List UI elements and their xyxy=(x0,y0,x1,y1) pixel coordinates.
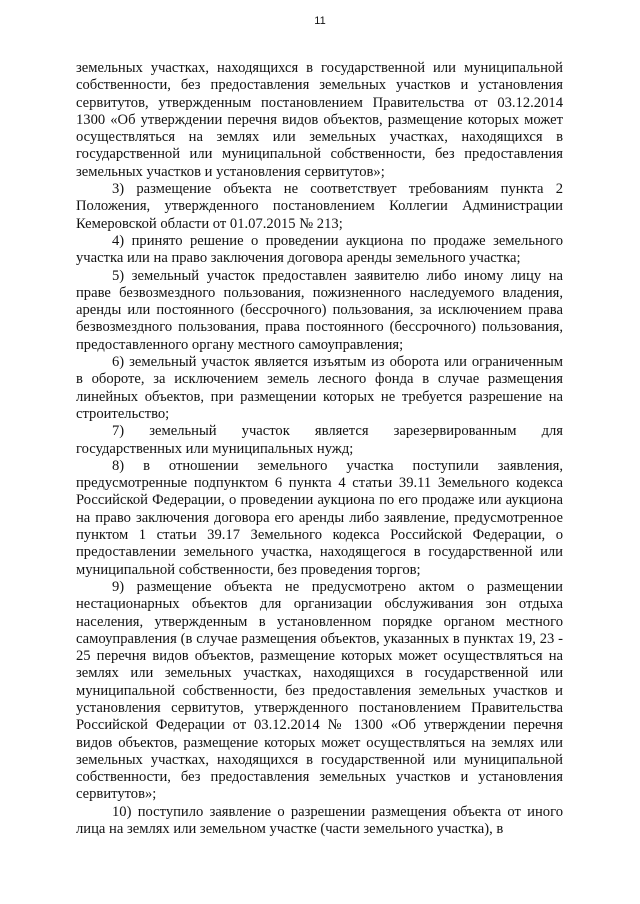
paragraph-item-5: 5) земельный участок предоставлен заявителю либо иному лицу на праве безвозмездного пользования, пожизненного наследуемого владения, аренды или постоянного (бессрочного) пользования, за исключением права безвозмездного пользования, права постоянного (бессрочного) пользования, предоставленного органу местного самоуправления; xyxy=(76,267,563,353)
paragraph-item-6: 6) земельный участок является изъятым из оборота или ограниченным в обороте, за исключением земель лесного фонда в случае размещения линейных объектов, при размещении которых не требуется разрешение на строительство; xyxy=(76,354,563,422)
paragraph-item-9: 9) размещение объекта не предусмотрено актом о размещении нестационарных объектов для организации обслуживания зон отдыха населения, утвержденным в установленном порядке органом местного самоуправления (в случае размещения объектов, указанных в пунктах 19, 23 - 25 перечня видов объектов, размещение которых может осуществляться на землях или земельных участках, находящихся в государственной или муниципальной собственности, без предоставления земельных участков и установления сервитутов, утвержденного постановлением Правительства Российской Федерации от 03.12.2014 № 1300 «Об утверждении перечня видов объектов, размещение которых может осуществляться на землях или земельных участках, находящихся в государственной или муниципальной собственности, без предоставления земельных участков и установления сервитутов»; xyxy=(76,578,563,803)
paragraph-item-4: 4) принято решение о проведении аукциона по продаже земельного участка или на право заключения договора аренды земельного участка; xyxy=(76,232,563,267)
paragraph-continuation: земельных участках, находящихся в государственной или муниципальной собственности, без предоставления земельных участков и установления сервитутов, утвержденным постановлением Правительства от 03.12.2014 1300 «Об утверждении перечня видов объектов, размещение которых может осуществляться на землях или земельных участках, находящихся в государственной или муниципальной собственности, без предоставления земельных участков и установления сервитутов»; xyxy=(76,60,563,180)
paragraph-item-10: 10) поступило заявление о разрешении размещения объекта от иного лица на землях или земельном участке (части земельного участка), в xyxy=(76,803,563,838)
paragraph-item-3: 3) размещение объекта не соответствует требованиям пункта 2 Положения, утвержденного постановлением Коллегии Администрации Кемеровской области от 01.07.2015 № 213; xyxy=(76,181,563,232)
page-body xyxy=(76,60,563,838)
paragraph-item-8: 8) в отношении земельного участка поступили заявления, предусмотренные подпунктом 6 пункта 4 статьи 39.11 Земельного кодекса Российской Федерации, о проведении аукциона по его продаже или аукциона на право заключения договора его аренды либо заявление, предусмотренное пунктом 1 статьи 39.17 Земельного кодекса Российской Федерации, о предоставлении земельного участка, находящегося в государственной или муниципальной собственности, без проведения торгов; xyxy=(76,457,563,578)
page-number: 11 xyxy=(314,15,326,27)
paragraph-item-7: 7) земельный участок является зарезервированным для государственных или муниципальных нужд; xyxy=(76,423,563,457)
